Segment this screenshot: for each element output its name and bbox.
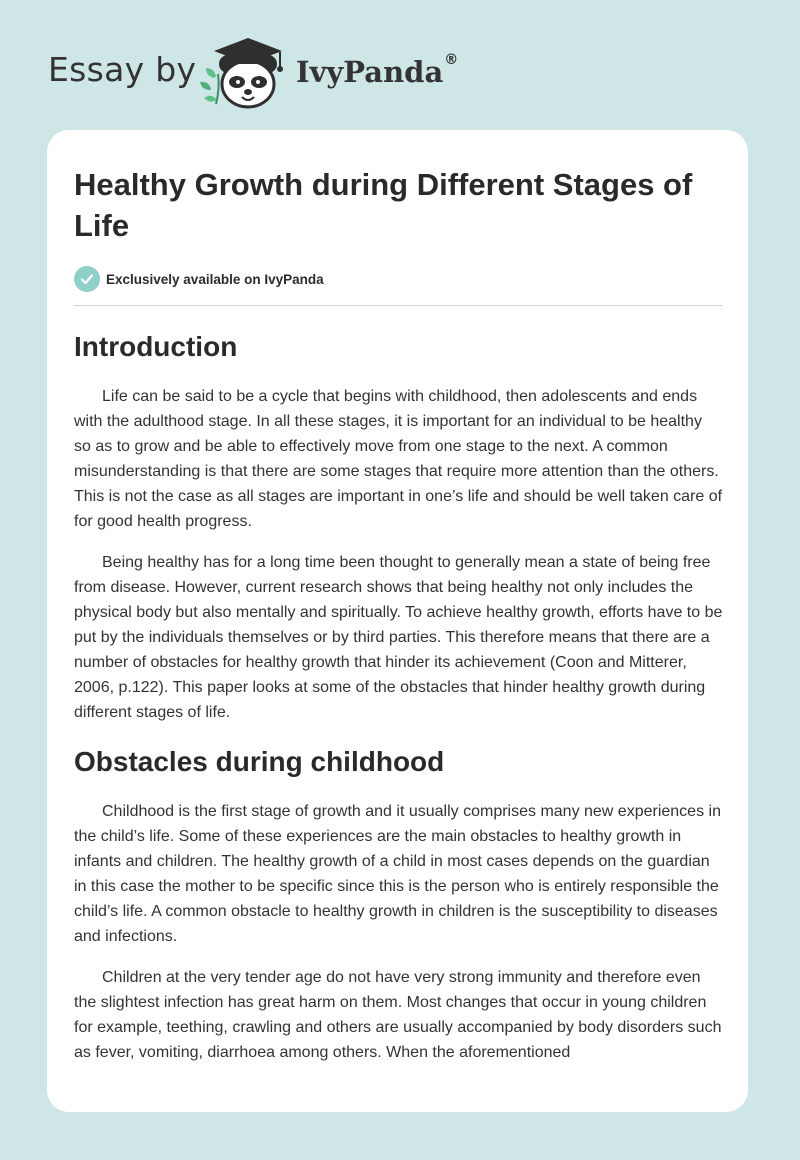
paragraph: Life can be said to be a cycle that begins with childhood, then adolescents and ends with the adulthood stage. In all these stages, it is important for an individual to be healthy so as to grow and be able to effectively move from one stage to the next. A common misunderstanding is that there are some stages that require more attention than the others. This is not the case as all stages are important in one’s life and should be well taken care of for good health progress. [74,388,723,530]
essay-content [74,164,723,1065]
panda-graduate-icon[interactable] [200,34,292,110]
paragraph: Childhood is the first stage of growth and it usually comprises many new experiences in the child’s life. Some of these experiences are the main obstacles to healthy growth in infants and children. The healthy growth of a child in most cases depends on the guardian in this case the mother to be specific since this is the person who is entirely responsible the child’s life. A common obstacle to healthy growth in children is the susceptibility to diseases and infections. [74,803,721,945]
brand-name-text: IvyPanda [296,55,444,89]
exclusive-badge [74,266,723,292]
exclusive-text: Exclusively available on IvyPanda [106,271,324,287]
section-heading-introduction: Introduction [74,331,238,362]
site-header [0,0,800,130]
section-heading-obstacles-childhood: Obstacles during childhood [74,746,445,777]
paragraph: Children at the very tender age do not have very strong immunity and therefore even the slightest infection has great harm on them. Most changes that occur in young children for example, teething, crawling and others are usually accompanied by body disorders such as fever, vomiting, diarrhoea among others. When the aforementioned [74,969,722,1061]
essay-title: Healthy Growth during Different Stages of Life [74,167,693,243]
title-divider [74,305,723,306]
registered-mark: ® [444,52,459,68]
paragraph: Being healthy has for a long time been thought to generally mean a state of being free from disease. However, current research shows that being healthy not only includes the physical body but also mentally and spiritually. To achieve healthy growth, efforts have to be put by the individuals themselves or by third parties. This therefore means that there are a number of obstacles for healthy growth that hinder its achievement (Coon and Mitterer, 2006, p.122). This paper looks at some of the obstacles that hinder healthy growth during different stages of life. [74,554,723,721]
brand-prefix: Essay by [48,50,197,89]
check-circle-icon [74,266,100,292]
essay-card [47,130,748,1112]
brand-name[interactable] [296,52,459,89]
